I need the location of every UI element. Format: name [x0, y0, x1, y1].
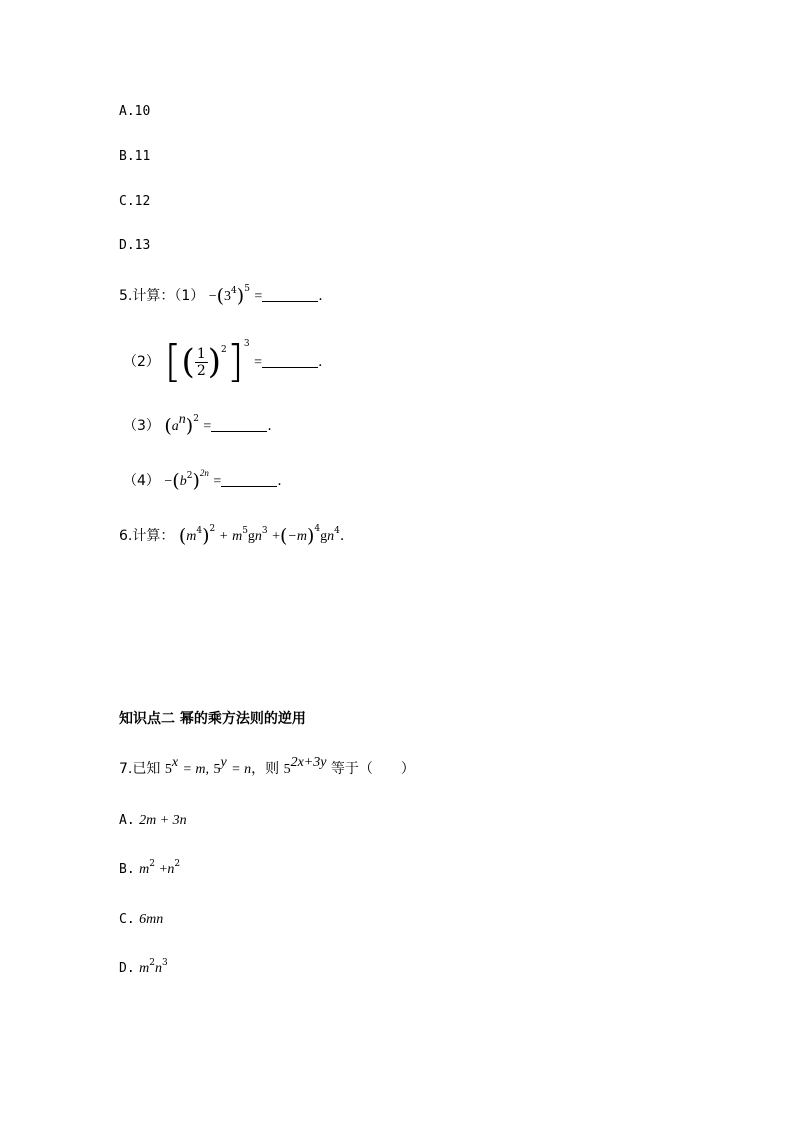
- left-paren: (: [280, 525, 288, 547]
- exponent: 4: [314, 524, 321, 534]
- plus-sign: +: [219, 529, 228, 544]
- option-d-q7: [119, 958, 168, 980]
- question-7-intro: 7.已知: [119, 761, 161, 777]
- option-expr: 6mn: [139, 912, 164, 927]
- minus-sign: −: [164, 474, 173, 489]
- equals-sign: =: [203, 419, 212, 434]
- left-paren: (: [164, 415, 172, 437]
- right-paren: ): [185, 415, 194, 437]
- exponent: 4: [334, 526, 340, 536]
- term-base: m: [186, 529, 197, 544]
- question-5-intro: 5.计算：（1）: [119, 288, 205, 304]
- option-label: B.: [119, 862, 135, 877]
- right-paren: ): [236, 285, 245, 307]
- target-base: 5: [283, 762, 291, 777]
- section-title: 知识点二 幂的乘方法则的逆用: [119, 711, 306, 727]
- outer-exponent: 5: [244, 284, 250, 294]
- equals-sign: =: [254, 355, 262, 370]
- part-label: （3）: [123, 418, 160, 434]
- base: b: [179, 474, 187, 489]
- option-text: D.13: [119, 238, 151, 253]
- condition-rhs: = n: [231, 762, 252, 777]
- left-paren: (: [178, 525, 187, 547]
- right-paren: ): [202, 525, 210, 547]
- right-paren: ): [207, 342, 221, 382]
- option-expr: 2m + 3n: [139, 813, 187, 828]
- period: .: [277, 473, 282, 489]
- term-base: n: [167, 862, 175, 877]
- outer-exponent: 3: [243, 339, 250, 349]
- question-5-part-1: [119, 286, 323, 308]
- period: .: [339, 528, 345, 544]
- term-inner: −m: [287, 529, 307, 544]
- exponent: 2: [149, 859, 155, 869]
- left-paren: (: [172, 470, 180, 492]
- answer-blank[interactable]: [262, 353, 318, 368]
- question-7: [119, 755, 415, 780]
- left-paren: (: [216, 285, 225, 307]
- condition-base: 5: [213, 762, 221, 777]
- equals-sign: =: [254, 289, 263, 304]
- period: .: [318, 288, 323, 304]
- left-paren: (: [181, 342, 195, 382]
- outer-exponent: 2: [193, 414, 199, 424]
- fraction-one-half: [195, 346, 208, 379]
- option-text: B.11: [119, 149, 151, 164]
- option-b-q7: [119, 859, 180, 881]
- target-exponent: 2x+3y: [290, 755, 327, 770]
- option-text: A.10: [119, 104, 151, 119]
- right-bracket: ]: [226, 336, 244, 387]
- plus-sign: +: [159, 862, 168, 877]
- condition-exponent: y: [220, 755, 227, 770]
- inner-exponent: 4: [231, 286, 237, 296]
- option-a-q7: [119, 810, 187, 831]
- term-base: n: [154, 961, 162, 976]
- plus-sign: +: [272, 529, 281, 544]
- term-base: m: [139, 862, 150, 877]
- term-base: n: [254, 529, 262, 544]
- question-6-intro: 6.计算：: [119, 528, 175, 544]
- option-text: C.12: [119, 194, 151, 209]
- option-label: A.: [119, 813, 135, 828]
- answer-blank[interactable]: [221, 472, 277, 487]
- condition-exponent: x: [171, 755, 179, 770]
- exponent: 5: [242, 526, 248, 536]
- question-5-part-3: [123, 412, 272, 438]
- question-7-tail: 等于（ ）: [330, 761, 415, 777]
- condition-base: 5: [164, 762, 172, 777]
- option-a-q4: [119, 102, 150, 122]
- dot-glyph: g: [247, 529, 255, 544]
- option-b-q4: [119, 147, 150, 167]
- option-label: D.: [119, 961, 135, 976]
- exponent: 3: [261, 526, 268, 536]
- minus-sign: −: [208, 289, 217, 304]
- period: .: [318, 354, 323, 370]
- base: 3: [224, 289, 232, 304]
- question-6: [119, 526, 344, 548]
- part-label: （4）: [123, 473, 160, 489]
- answer-blank[interactable]: [211, 417, 267, 432]
- option-c-q7: [119, 909, 163, 930]
- period: .: [267, 418, 272, 434]
- option-label: C.: [119, 912, 135, 927]
- exponent: 2: [149, 958, 155, 968]
- term-base: n: [327, 529, 335, 544]
- inner-exponent: 4: [196, 526, 203, 536]
- question-5-part-2: [123, 338, 322, 388]
- term-base: m: [139, 961, 150, 976]
- part-label: （2）: [123, 354, 160, 370]
- denominator: 2: [196, 362, 206, 379]
- numerator: 1: [196, 345, 206, 362]
- inner-exponent: 2: [186, 471, 193, 481]
- term-base: m: [232, 529, 243, 544]
- exponent: 2: [174, 859, 181, 869]
- base: a: [171, 419, 179, 434]
- outer-exponent: 2n: [199, 468, 209, 478]
- right-paren: ): [192, 470, 200, 492]
- right-paren: ): [307, 525, 315, 547]
- condition-rhs: = m,: [182, 762, 210, 777]
- dot-glyph: g: [320, 529, 328, 544]
- answer-blank[interactable]: [262, 287, 318, 302]
- option-c-q4: [119, 192, 150, 212]
- option-d-q4: [119, 236, 150, 256]
- inner-exponent: 2: [221, 345, 227, 355]
- left-bracket: [: [164, 336, 182, 387]
- outer-exponent: 2: [209, 524, 216, 534]
- question-5-part-4: [123, 468, 282, 493]
- exponent: 3: [161, 958, 168, 968]
- inner-exponent: n: [178, 412, 186, 427]
- equals-sign: =: [213, 474, 222, 489]
- connector-text: ，则: [251, 761, 280, 777]
